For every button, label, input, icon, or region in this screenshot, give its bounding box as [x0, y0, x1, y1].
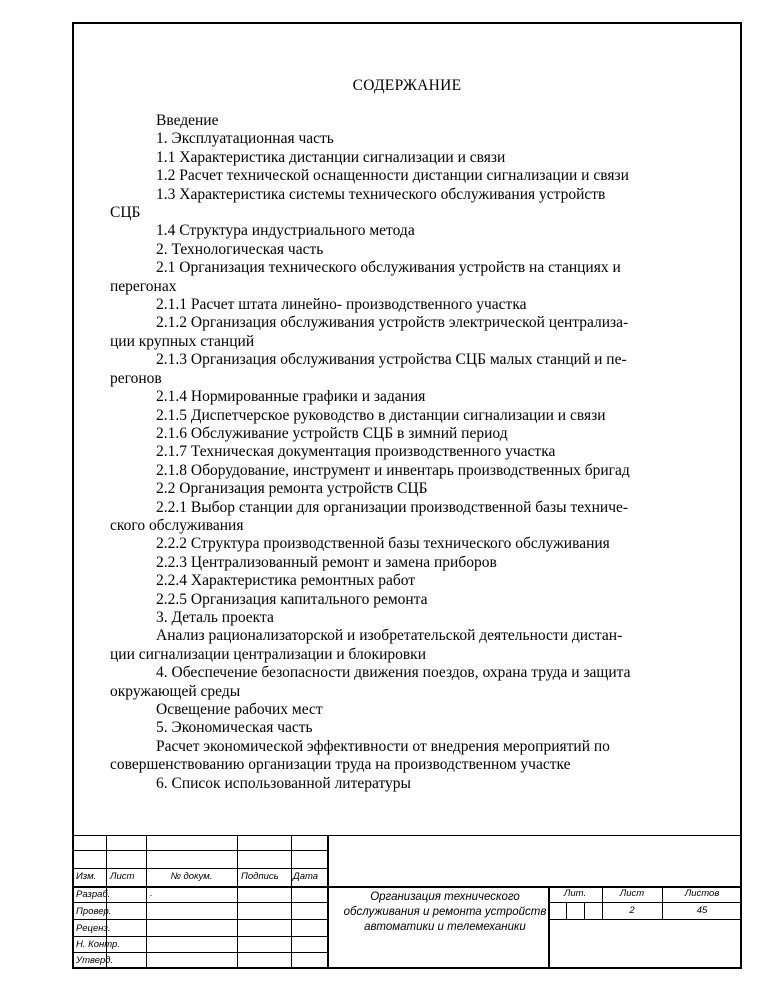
table-of-contents [110, 112, 710, 793]
stamp-line [548, 919, 742, 920]
toc-line: ции сигнализации централизации и блокировки [110, 645, 427, 663]
toc-line: ции крупных станций [110, 332, 255, 350]
stamp-row-utverd: Утверд. [76, 955, 114, 966]
toc-line: 1.2 Расчет технической оснащенности дистанции сигнализации и связи [156, 167, 629, 185]
toc-line: СЦБ [110, 204, 141, 222]
toc-line: 2.2.2 Структура производственной базы технического обслуживания [156, 535, 610, 553]
stamp-header-dokum: № докум. [170, 871, 213, 882]
stamp-line [566, 902, 567, 919]
toc-line: 1. Эксплуатационная часть [156, 130, 334, 148]
toc-line: 2.1.3 Организация обслуживания устройства СЦБ малых станций и пе- [156, 351, 627, 369]
toc-line: Расчет экономической эффективности от внедрения мероприятий по [156, 737, 610, 755]
toc-line: 5. Экономическая часть [156, 719, 313, 737]
toc-line: 2.2.4 Характеристика ремонтных работ [156, 572, 416, 590]
toc-line: регонов [110, 369, 162, 387]
stamp-row-recenz: Реценз. [76, 923, 111, 934]
stamp-line [72, 868, 327, 869]
sheets-label: Листов [684, 888, 720, 899]
toc-line: 2.1.6 Обслуживание устройств СЦБ в зимний период [156, 424, 508, 442]
stamp-line [146, 835, 147, 969]
toc-line: 2.1.8 Оборудование, инструмент и инвентарь производственных бригад [156, 461, 630, 479]
stamp-header-podpis: Подпись [241, 871, 279, 882]
stamp-line [237, 835, 238, 969]
stamp-row-prover: Провер. [76, 906, 112, 917]
sheet-label: Лист [619, 888, 645, 899]
toc-line: 2.2.1 Выбор станции для организации производственной базы техниче- [156, 498, 629, 516]
stamp-row-razrab: Разраб. [76, 889, 111, 900]
toc-line: 2. Технологическая часть [156, 240, 324, 258]
stamp-line [72, 936, 327, 937]
toc-line: совершенствованию организации труда на производственном участке [110, 756, 571, 774]
stamp-line [72, 919, 327, 920]
toc-line: 6. Список использованной литературы [156, 774, 411, 792]
stamp-line [72, 850, 327, 851]
toc-line: 2.1.7 Техническая документация производственного участка [156, 443, 556, 461]
stamp-line [548, 902, 742, 903]
stamp-header-izm: Изм. [76, 871, 97, 882]
toc-line: ского обслуживания [110, 516, 244, 534]
toc-line: Анализ рационализаторской и изобретательской деятельности дистан- [156, 627, 623, 645]
stamp-line [327, 835, 329, 969]
toc-line: перегонах [110, 277, 177, 295]
toc-line: 2.1.2 Организация обслуживания устройств электрической централиза- [156, 314, 629, 332]
stamp-row-nkontr: Н. Контр. [76, 939, 120, 950]
toc-line: Освещение рабочих мест [156, 701, 323, 718]
toc-line: 2.1.1 Расчет штата линейно- производственного участка [156, 296, 527, 314]
toc-line: Введение [156, 112, 219, 129]
toc-line: 2.2 Организация ремонта устройств СЦБ [156, 480, 428, 498]
toc-line: 2.2.5 Организация капитального ремонта [156, 590, 428, 608]
sheets-count: 45 [696, 905, 708, 916]
toc-line: 2.1.5 Диспетчерское руководство в дистанции сигнализации и связи [156, 406, 606, 424]
stamp-razrab-mark: . [150, 888, 153, 899]
sheet-number: 2 [629, 905, 635, 916]
title-block [72, 835, 742, 969]
toc-line: 1.1 Характеристика дистанции сигнализации и связи [156, 148, 506, 166]
lit-label: Лит. [563, 888, 587, 899]
stamp-line [72, 902, 327, 903]
toc-line: окружающей среды [110, 682, 241, 700]
stamp-line [72, 835, 742, 836]
document-title: Организация технического обслуживания и ремонта устройств автоматики и телемеханики [343, 891, 547, 933]
stamp-line [291, 835, 292, 969]
stamp-header-data: Дата [293, 871, 319, 882]
toc-line: 4. Обеспечение безопасности движения поездов, охрана труда и защита [156, 664, 631, 682]
toc-line: 2.1 Организация технического обслуживания устройств на станциях и [156, 259, 621, 277]
toc-line: 2.1.4 Нормированные графики и задания [156, 388, 426, 406]
stamp-line [584, 902, 585, 919]
stamp-line [72, 952, 327, 953]
toc-line: 1.3 Характеристика системы технического обслуживания устройств [156, 185, 606, 203]
stamp-header-list: Лист [110, 871, 135, 882]
page-title: СОДЕРЖАНИЕ [352, 77, 462, 94]
toc-line: 2.2.3 Централизованный ремонт и замена приборов [156, 553, 497, 571]
toc-line: 1.4 Структура индустриального метода [156, 222, 415, 240]
toc-line: 3. Деталь проекта [156, 608, 274, 626]
